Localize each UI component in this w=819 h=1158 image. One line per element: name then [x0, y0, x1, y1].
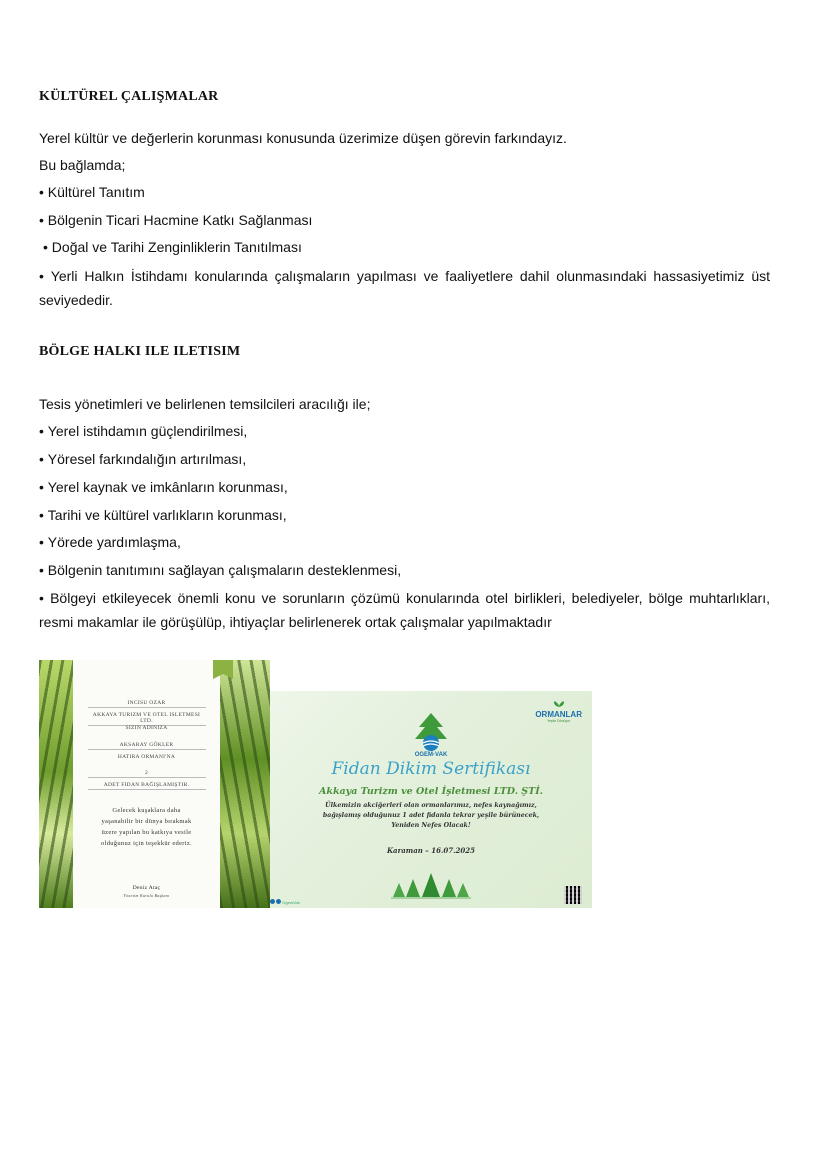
ogem-vak-label: OGEM-VAK — [414, 752, 448, 758]
thanks-line: Gelecek kuşaklara daha — [112, 807, 181, 814]
list-item: • Yerel istihdamın güçlendirilmesi, — [39, 423, 247, 439]
donated-text: ADET FIDAN BAĞIŞLAMIŞTIR. — [88, 782, 206, 790]
list-item: • Tarihi ve kültürel varlıkların korunması, — [39, 507, 287, 523]
social-icon — [270, 899, 275, 904]
ormanlar-tagline: Yeşile Dönüyor — [546, 719, 571, 723]
certificate-message-line: bağışlamış olduğunuz 1 adet fidanla tekrar yeşile bürünecek, — [322, 812, 540, 819]
thanks-line: üzere yapılan bu katkıya vesile — [101, 829, 192, 836]
ormanlar-logo — [535, 701, 582, 723]
certificate-message-line: Ülkemizin akciğerleri olan ormanlarımız, nefes kaynağımız, — [325, 802, 537, 809]
certificate-title: Fidan Dikim Sertifikası — [331, 759, 531, 779]
tree-row-icon — [391, 873, 471, 901]
list-item: • Yerel kaynak ve imkânların korunması, — [39, 479, 288, 495]
list-item: • Yerli Halkın İstihdamı konularında çalışmaların yapılması ve faaliyetlere dahil olunmasındaki hassasiyetimiz üst seviyededir. — [39, 264, 770, 312]
footer-social — [270, 899, 300, 905]
list-item: • Bölgeyi etkileyecek önemli konu ve sorunların çözümü konularında otel birlikleri, belediyeler, bölge muhtarlıkları, resmi makamlar ile görüşülüp, ihtiyaçlar belirlenerek ortak çalışmalar yapılmaktadır — [39, 586, 770, 634]
sapling-count: 2 — [88, 770, 206, 778]
certificate-message-line: Yeniden Nefes Olacak! — [391, 822, 471, 829]
recipient-company: AKKAYA TURIZM VE OTEL ISLETMESI LTD. — [88, 712, 206, 726]
list-item: • Bölgenin Ticari Hacmine Katkı Sağlanması — [39, 212, 312, 228]
list-item: • Yöresel farkındalığın artırılması, — [39, 451, 246, 467]
social-icon — [276, 899, 281, 904]
footer-handle: OgemVak — [282, 900, 300, 905]
section-heading-cultural: KÜLTÜREL ÇALIŞMALAR — [39, 89, 219, 104]
certificate-company: Akkaya Turizm ve Otel İşletmesi LTD. ŞTİ. — [318, 786, 543, 797]
list-item: • Bölgenin tanıtımını sağlayan çalışmaların desteklenmesi, — [39, 562, 401, 578]
paragraph-line: Tesis yönetimleri ve belirlenen temsilcileri aracılığı ile; — [39, 396, 371, 412]
ogem-vak-tree-logo-icon — [411, 713, 451, 751]
thanks-line: olduğunuz için teşekkür ederiz. — [101, 840, 192, 847]
on-behalf-text: SIZIN ADINIZA — [125, 725, 168, 731]
list-item: • Yörede yardımlaşma, — [39, 534, 181, 550]
signer-name: Deniz Ataç — [132, 885, 161, 891]
list-item: • Doğal ve Tarihi Zenginliklerin Tanıtılması — [43, 239, 302, 255]
forest-name-2: HATIRA ORMANI'NA — [117, 754, 176, 760]
hatira-ormani-certificate-image — [39, 660, 270, 908]
bookmark-ribbon-icon — [213, 660, 233, 674]
leaf-icon — [552, 701, 566, 708]
fidan-dikim-certificate-image — [270, 691, 592, 908]
recipient-name: INCISU OZAR — [88, 700, 206, 708]
section-heading-community: BÖLGE HALKI ILE ILETISIM — [39, 344, 241, 359]
certificate-date: Karaman – 16.07.2025 — [386, 846, 476, 855]
qr-code-icon — [564, 886, 582, 904]
list-item: • Kültürel Tanıtım — [39, 184, 145, 200]
forest-photo-left — [39, 660, 73, 908]
thanks-line: yaşanabilir bir dünya bırakmak — [101, 818, 192, 825]
paragraph-line: Yerel kültür ve değerlerin korunması konusunda üzerimize düşen görevin farkındayız. — [39, 130, 567, 146]
forest-photo-right — [220, 660, 270, 908]
certificate-paper — [73, 660, 220, 908]
signer-title: Yönetim Kurulu Başkanı — [123, 893, 170, 898]
ormanlar-text: ORMANLAR — [535, 710, 582, 719]
paragraph-line: Bu bağlamda; — [39, 157, 126, 173]
forest-name: AKSARAY GÖKLER — [88, 742, 206, 750]
